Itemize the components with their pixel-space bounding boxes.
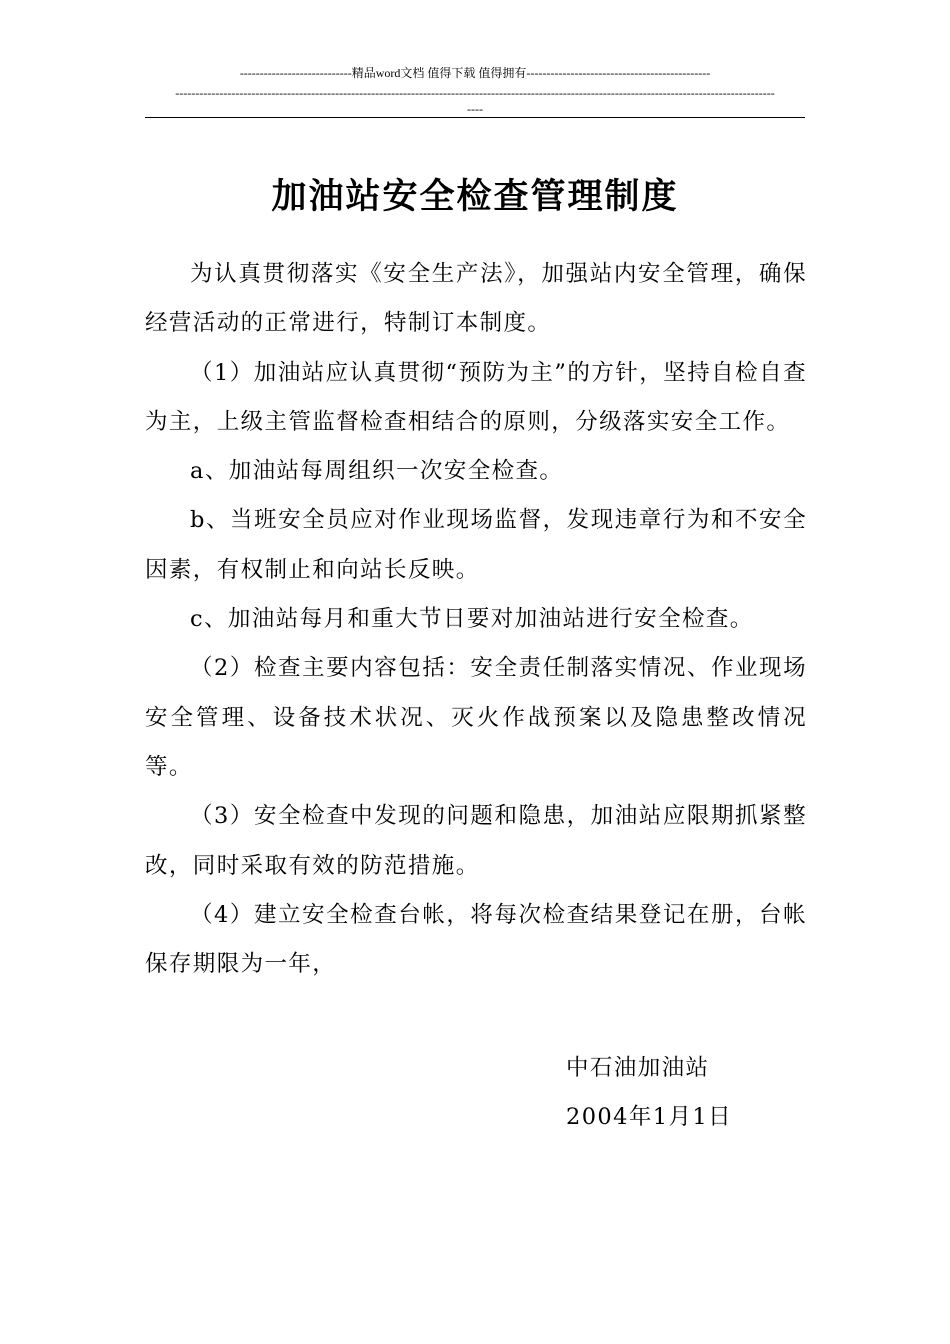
clause-1a-paragraph: a、加油站每周组织一次安全检查。 bbox=[190, 458, 564, 485]
document-title: 加油站安全检查管理制度 bbox=[271, 176, 679, 217]
clause-1-paragraph: （1）加油站应认真贯彻“预防为主”的方针，坚持自检自查为主，上级主管监督检查相结合的原则，分级落实安全工作。 bbox=[145, 359, 807, 435]
signature-date: 2004年1月1日 bbox=[566, 1104, 732, 1130]
header-rule bbox=[145, 117, 805, 118]
clause-1b-paragraph: b、当班安全员应对作业现场监督，发现违章行为和不安全因素，有权制止和向站长反映。 bbox=[145, 507, 807, 583]
document-body bbox=[145, 250, 807, 989]
header-dash-tail: ---- bbox=[467, 102, 483, 116]
intro-paragraph: 为认真贯彻落实《安全生产法》，加强站内安全管理，确保经营活动的正常进行，特制订本制度。 bbox=[145, 261, 807, 337]
clause-4-paragraph: （4）建立安全检查台帐，将每次检查结果登记在册，台帐保存期限为一年， bbox=[145, 901, 807, 978]
clause-3-paragraph: （3）安全检查中发现的问题和隐患，加油站应限期抓紧整改，同时采取有效的防范措施。 bbox=[145, 803, 807, 879]
signature-organization: 中石油加油站 bbox=[566, 1055, 710, 1081]
header-banner: ----------------------------精品word文档 值得下载 值得拥有---------------------------------------------- bbox=[239, 66, 711, 80]
header-dash-line: ------------------------------------------------------------------------------------------------------------------------------------------------------ bbox=[175, 86, 775, 100]
clause-1c-paragraph: c、加油站每月和重大节日要对加油站进行安全检查。 bbox=[190, 606, 754, 633]
clause-2-paragraph: （2）检查主要内容包括：安全责任制落实情况、作业现场安全管理、设备技术状况、灭火作战预案以及隐患整改情况等。 bbox=[145, 655, 807, 780]
